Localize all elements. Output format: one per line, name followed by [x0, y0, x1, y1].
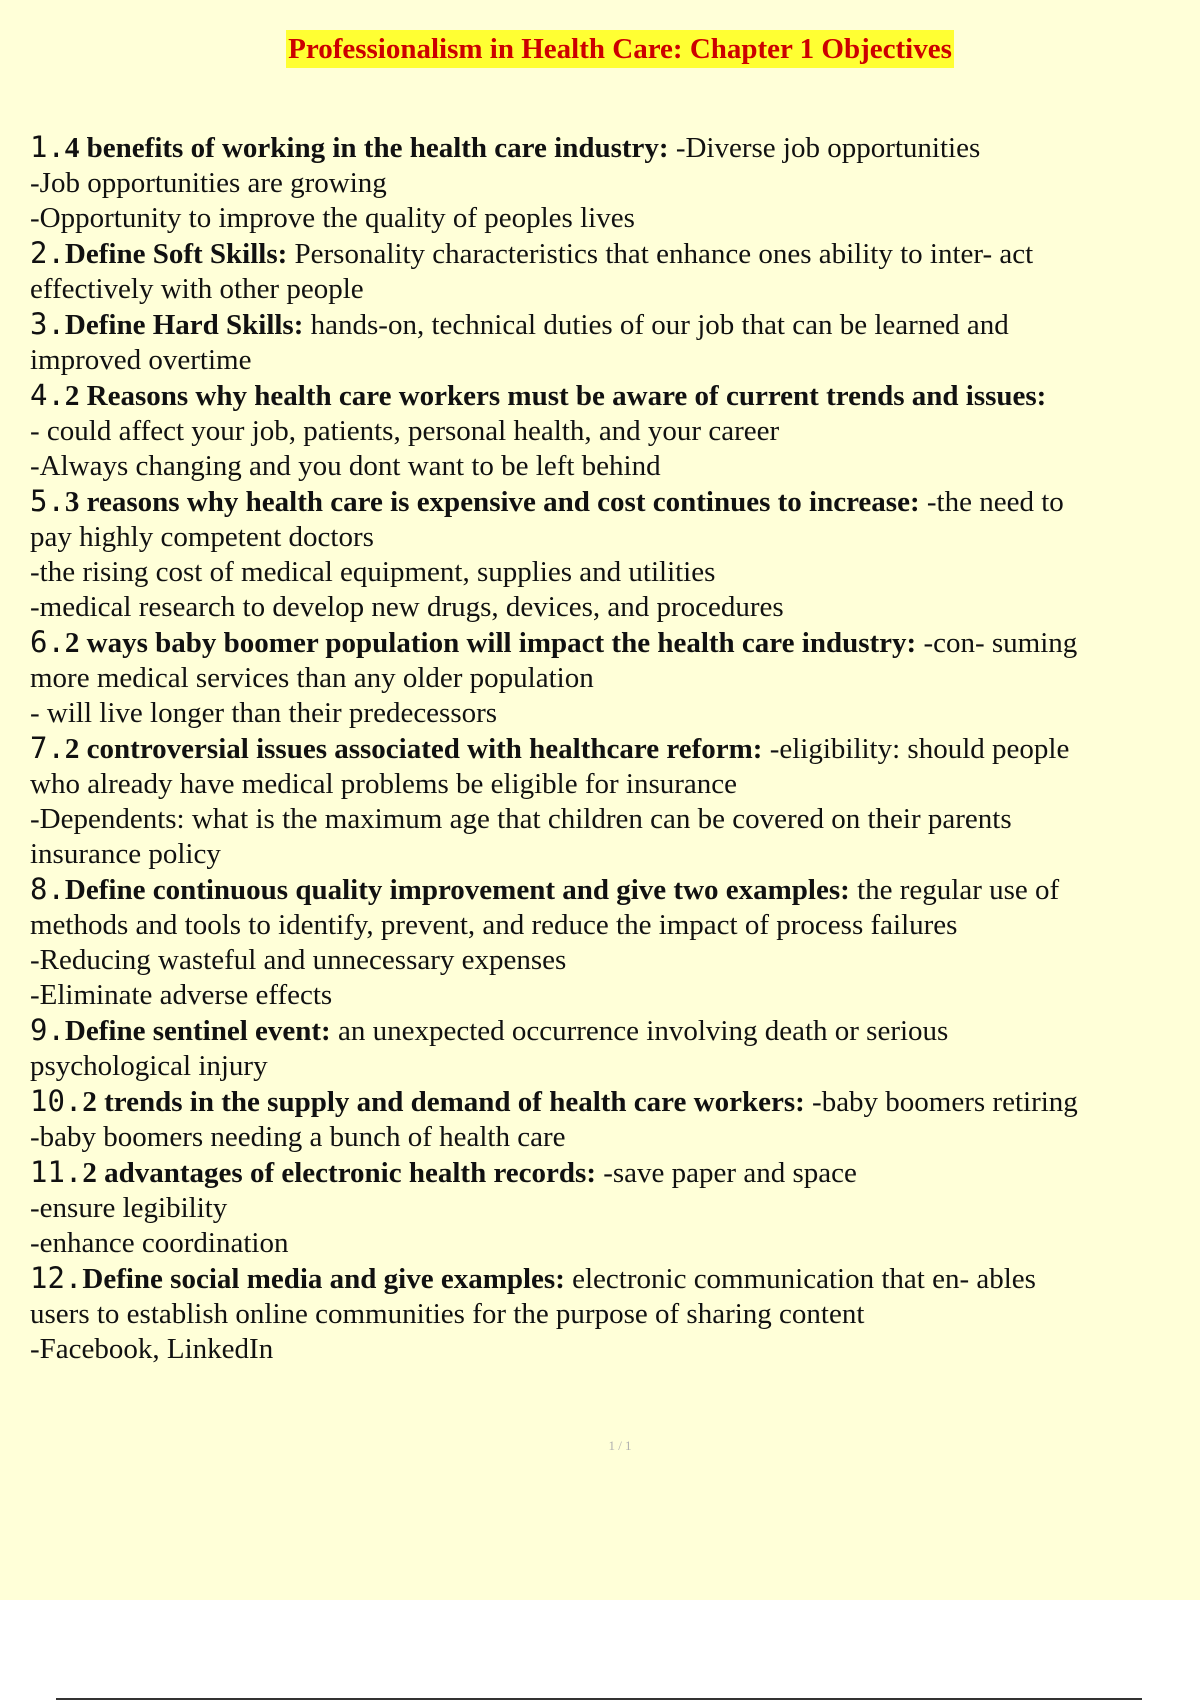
objective-item — [30, 130, 1195, 236]
objective-item — [30, 1155, 1195, 1261]
objective-answer-line: insurance policy — [30, 838, 221, 870]
objective-first-line — [30, 307, 1195, 343]
objective-question: 2 ways baby boomer population will impact the health care industry: — [64, 627, 917, 659]
objective-number: 11. — [30, 1155, 83, 1189]
objective-answer: -baby boomers retiring — [804, 1086, 1078, 1118]
objective-item — [30, 307, 1195, 378]
objective-answer: -the need to — [919, 486, 1064, 518]
objective-answer-line: -Always changing and you dont want to be left behind — [30, 450, 661, 482]
objective-question: Define Hard Skills: — [64, 309, 304, 341]
objective-answer: -con- suming — [916, 627, 1078, 659]
objective-item — [30, 1013, 1195, 1084]
objective-answer-line: pay highly competent doctors — [30, 521, 374, 553]
objective-answer-line: -the rising cost of medical equipment, supplies and utilities — [30, 556, 716, 588]
objective-number: 12. — [30, 1261, 83, 1295]
objective-first-line — [30, 130, 1195, 166]
objective-item — [30, 1084, 1195, 1155]
objective-first-line — [30, 1013, 1195, 1049]
objective-number: 9. — [30, 1013, 65, 1047]
objective-answer-line: -Opportunity to improve the quality of peoples lives — [30, 202, 635, 234]
objective-answer-line: improved overtime — [30, 344, 252, 376]
objective-question: 2 Reasons why health care workers must be aware of current trends and issues: — [64, 380, 1047, 412]
objective-first-line — [30, 625, 1195, 661]
objective-answer-line: methods and tools to identify, prevent, and reduce the impact of process failures — [30, 909, 958, 941]
objective-first-line — [30, 1155, 1195, 1191]
objective-number: 7. — [30, 731, 65, 765]
objective-first-line — [30, 1084, 1195, 1120]
objective-answer-line: psychological injury — [30, 1050, 268, 1082]
objective-first-line — [30, 484, 1195, 520]
objective-question: 4 benefits of working in the health care industry: — [64, 132, 669, 164]
objective-answer-line: users to establish online communities for the purpose of sharing content — [30, 1298, 865, 1330]
objective-question: 3 reasons why health care is expensive and cost continues to increase: — [64, 486, 920, 518]
objective-answer-line: -Job opportunities are growing — [30, 167, 387, 199]
objective-number: 8. — [30, 872, 65, 906]
objective-answer-line: - could affect your job, patients, personal health, and your career — [30, 415, 780, 447]
title-wrap — [0, 30, 1200, 68]
objective-number: 4. — [30, 378, 65, 412]
page-number: 1 / 1 — [608, 1438, 632, 1453]
objective-answer: the regular use of — [849, 874, 1060, 906]
objective-item — [30, 236, 1195, 307]
objective-answer-line: -baby boomers needing a bunch of health care — [30, 1121, 566, 1153]
objective-first-line — [30, 872, 1195, 908]
objective-question: Define sentinel event: — [64, 1015, 331, 1047]
objective-item — [30, 872, 1195, 1013]
objective-answer: -save paper and space — [595, 1157, 857, 1189]
objective-answer-line: - will live longer than their predecessors — [30, 697, 498, 729]
objective-answer: Personality characteristics that enhance ones ability to inter- act — [287, 238, 1034, 270]
objective-answer-line: -Eliminate adverse effects — [30, 979, 333, 1011]
objective-answer: -Diverse job opportunities — [668, 132, 981, 164]
objective-answer-line: -medical research to develop new drugs, devices, and procedures — [30, 591, 784, 623]
objective-answer-line: -enhance coordination — [30, 1227, 289, 1259]
objective-item — [30, 731, 1195, 872]
objective-number: 6. — [30, 625, 65, 659]
objective-answer: an unexpected occurrence involving death or serious — [330, 1015, 949, 1047]
objective-question: Define Soft Skills: — [64, 238, 288, 270]
objective-question: 2 trends in the supply and demand of health care workers: — [82, 1086, 805, 1118]
objective-number: 2. — [30, 236, 65, 270]
objectives-list — [30, 130, 1195, 1367]
objective-answer: electronic communication that en- ables — [564, 1263, 1036, 1295]
objective-answer: hands-on, technical duties of our job that can be learned and — [303, 309, 1009, 341]
objective-answer: -eligibility: should people — [762, 733, 1070, 765]
objective-answer-line: more medical services than any older population — [30, 662, 594, 694]
page-title: Professionalism in Health Care: Chapter 1 Objectives — [286, 30, 954, 68]
objective-item — [30, 378, 1195, 484]
objective-number: 10. — [30, 1084, 83, 1118]
objective-question: Define continuous quality improvement and give two examples: — [64, 874, 850, 906]
objective-number: 5. — [30, 484, 65, 518]
objective-item — [30, 625, 1195, 731]
objective-first-line — [30, 378, 1195, 414]
objective-answer-line: who already have medical problems be eligible for insurance — [30, 768, 738, 800]
objective-item — [30, 1261, 1195, 1367]
objective-first-line — [30, 731, 1195, 767]
objective-number: 3. — [30, 307, 65, 341]
objective-answer-line: effectively with other people — [30, 273, 364, 305]
objective-item — [30, 484, 1195, 625]
objective-question: 2 advantages of electronic health records: — [82, 1157, 596, 1189]
objective-question: Define social media and give examples: — [82, 1263, 565, 1295]
objective-first-line — [30, 1261, 1195, 1297]
objective-answer-line: -Reducing wasteful and unnecessary expenses — [30, 944, 567, 976]
objective-number: 1. — [30, 130, 65, 164]
objective-answer-line: -Dependents: what is the maximum age that children can be covered on their parents — [30, 803, 1012, 835]
objective-first-line — [30, 236, 1195, 272]
objective-answer-line: -ensure legibility — [30, 1192, 228, 1224]
objective-answer-line: -Facebook, LinkedIn — [30, 1333, 274, 1365]
objective-question: 2 controversial issues associated with healthcare reform: — [64, 733, 763, 765]
